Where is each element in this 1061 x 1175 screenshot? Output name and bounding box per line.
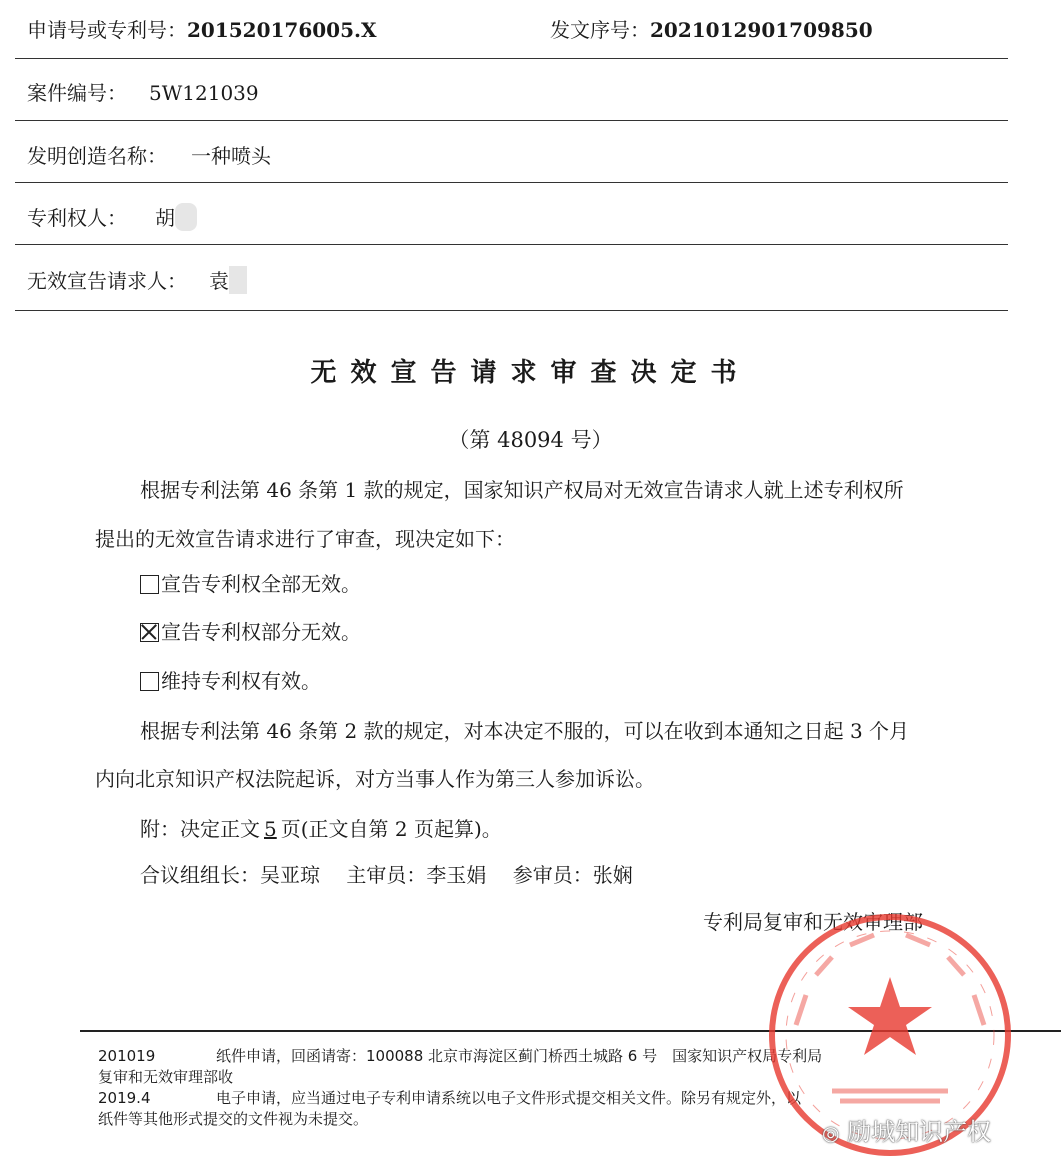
redaction xyxy=(175,203,197,231)
document-title: 无效宣告请求审查决定书 xyxy=(310,358,751,388)
watermark xyxy=(822,1112,991,1147)
case-number xyxy=(27,77,259,106)
value: 201520176005.X xyxy=(187,18,377,42)
code: 2019.4 xyxy=(98,1089,151,1107)
footer-line: 纸件等其他形式提交的文件视为未提交。 xyxy=(98,1110,369,1128)
checkbox-unchecked xyxy=(140,672,159,691)
label: 无效宣告请求人： xyxy=(27,269,187,293)
paragraph-line: 根据专利法第 46 条第 2 款的规定，对本决定不服的，可以在收到本通知之日起 3 个月 xyxy=(140,719,910,743)
value: 一种喷头 xyxy=(191,144,271,168)
option-label: 宣告专利权全部无效。 xyxy=(161,572,361,596)
option-invalid-all xyxy=(140,568,361,597)
divider xyxy=(15,244,1008,245)
text: 电子申请，应当通过电子专利申请系统以电子文件形式提交相关文件。除另有规定外，以 xyxy=(216,1089,802,1107)
footer-divider xyxy=(80,1030,1061,1032)
option-label: 宣告专利权部分无效。 xyxy=(161,620,361,644)
divider xyxy=(15,58,1008,59)
page-count: 5 xyxy=(264,817,277,841)
attachment-note xyxy=(140,813,502,842)
application-number xyxy=(27,14,376,43)
paragraph-line: 提出的无效宣告请求进行了审查，现决定如下： xyxy=(95,527,515,551)
footer-line xyxy=(98,1087,801,1108)
label: 页(正文自第 2 页起算)。 xyxy=(280,817,502,841)
wechat-icon: ◎ xyxy=(822,1121,840,1145)
option-maintain xyxy=(140,665,321,694)
checkbox-checked xyxy=(140,623,159,642)
paragraph-line: 内向北京知识产权法院起诉，对方当事人作为第三人参加诉讼。 xyxy=(95,767,655,791)
document-number xyxy=(550,14,873,43)
footer-line: 复审和无效审理部收 xyxy=(98,1068,234,1086)
label: 案件编号： xyxy=(27,81,127,105)
decision-number: （第 48094 号） xyxy=(448,428,613,452)
divider xyxy=(15,182,1008,183)
label: 附：决定正文 xyxy=(140,817,260,841)
footer-line xyxy=(98,1045,822,1066)
value: 2021012901709850 xyxy=(650,18,873,42)
panel-members: 合议组组长：吴亚琼 主审员：李玉娟 参审员：张娴 xyxy=(140,863,633,887)
label: 申请号或专利号： xyxy=(27,18,187,42)
label: 发文序号： xyxy=(550,18,650,42)
issuing-department: 专利局复审和无效审理部 xyxy=(703,910,923,934)
patentee xyxy=(27,202,197,231)
option-label: 维持专利权有效。 xyxy=(161,669,321,693)
watermark-text: 励城知识产权 xyxy=(847,1118,992,1146)
option-invalid-partial xyxy=(140,616,361,645)
star-icon xyxy=(848,977,932,1055)
invalidation-requester xyxy=(27,265,247,294)
text: 纸件申请，回函请寄：100088 北京市海淀区蓟门桥西土城路 6 号 国家知识产权局专利局 xyxy=(216,1047,823,1065)
label: 发明创造名称： xyxy=(27,144,167,168)
value: 袁 xyxy=(209,269,229,293)
invention-name xyxy=(27,140,271,169)
paragraph-line: 根据专利法第 46 条第 1 款的规定，国家知识产权局对无效宣告请求人就上述专利权所 xyxy=(140,478,904,502)
value: 胡 xyxy=(155,206,175,230)
divider xyxy=(15,120,1008,121)
divider xyxy=(15,310,1008,311)
label: 专利权人： xyxy=(27,206,127,230)
seal-lettering-strokes xyxy=(796,935,984,1101)
redaction xyxy=(229,266,247,294)
value: 5W121039 xyxy=(149,81,259,105)
code: 201019 xyxy=(98,1047,156,1065)
seal-inner-ring xyxy=(786,931,994,1139)
checkbox-unchecked xyxy=(140,575,159,594)
